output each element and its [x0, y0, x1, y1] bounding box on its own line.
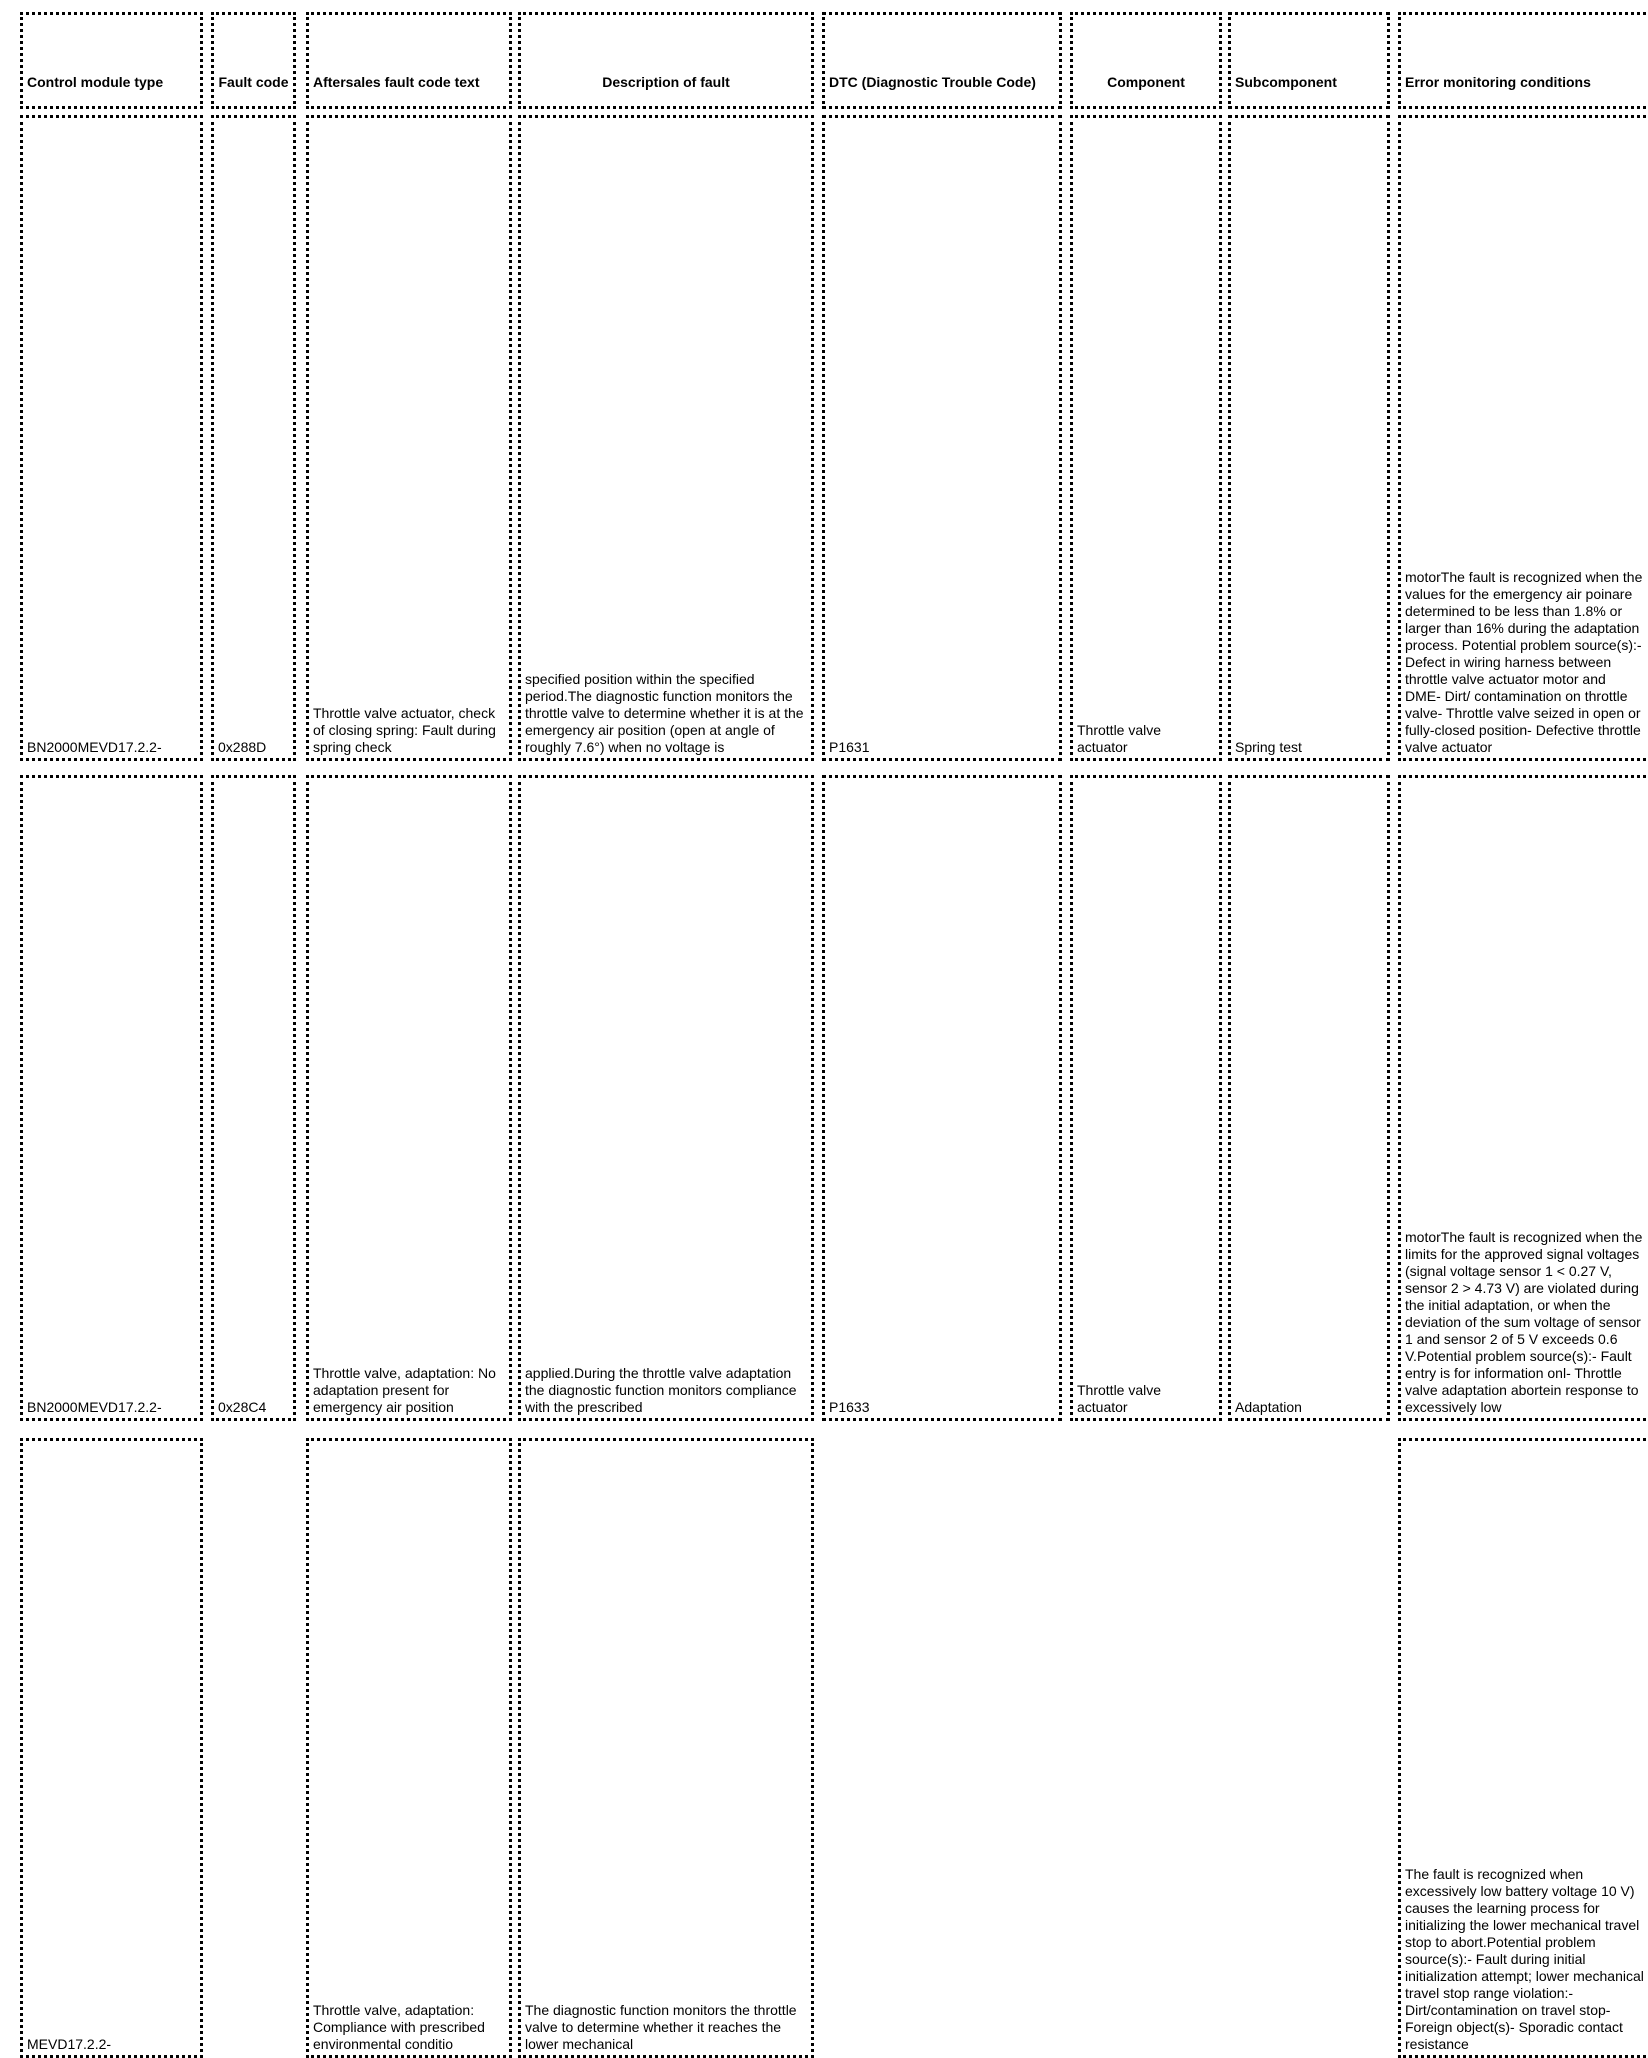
table-row-3-dtc [822, 1438, 1062, 2058]
table-row-2-dtc: P1633 [822, 775, 1062, 1421]
header-monitoring: Error monitoring conditions [1398, 12, 1648, 109]
header-aftersales: Aftersales fault code text [306, 12, 512, 109]
table-row-2-aftersales: Throttle valve, adaptation: No adaptation present for emergency air position [306, 775, 512, 1421]
table-row-3-module: MEVD17.2.2- [20, 1438, 203, 2058]
table-row-2-component: Throttle valve actuator [1070, 775, 1222, 1421]
table-row-1-monitoring: motorThe fault is recognized when the values for the emergency air poinare determined to be less than 1.8% or larger than 16% during the adaptation process. Potential problem source(s):- Defect in wiring harness between throttle valve actuator motor and DME- Dirt/ contamination on throttle valve- Throttle valve seized in open or fully-closed position- Defective throttle valve actuator [1398, 115, 1648, 761]
table-row-1-fault-code: 0x288D [211, 115, 296, 761]
header-component: Component [1070, 12, 1222, 109]
table-row-2-module: BN2000MEVD17.2.2- [20, 775, 203, 1421]
table-row-3-monitoring: The fault is recognized when excessively low battery voltage 10 V) causes the learning process for initializing the lower mechanical travel stop to abort.Potential problem source(s):- Fault during initial initialization attempt; lower mechanical travel stop range violation:- Dirt/contamination on travel stop- Foreign object(s)- Sporadic contact resistance [1398, 1438, 1648, 2058]
table-row-2-fault-code: 0x28C4 [211, 775, 296, 1421]
table-row-1-description: specified position within the specified period.The diagnostic function monitors the throttle valve to determine whether it is at the emergency air position (open at angle of roughly 7.6°) when no voltage is [518, 115, 814, 761]
table-row-2-description: applied.During the throttle valve adaptation the diagnostic function monitors compliance with the prescribed [518, 775, 814, 1421]
table-row-2-subcomponent: Adaptation [1228, 775, 1390, 1421]
table-row-1-aftersales: Throttle valve actuator, check of closing spring: Fault during spring check [306, 115, 512, 761]
header-module: Control module type [20, 12, 203, 109]
header-fault-code: Fault code [211, 12, 296, 109]
table-row-3-aftersales: Throttle valve, adaptation: Compliance with prescribed environmental conditio [306, 1438, 512, 2058]
header-subcomponent: Subcomponent [1228, 12, 1390, 109]
header-dtc: DTC (Diagnostic Trouble Code) [822, 12, 1062, 109]
table-row-1-dtc: P1631 [822, 115, 1062, 761]
table-row-3-subcomponent [1228, 1438, 1390, 2058]
table-row-1-module: BN2000MEVD17.2.2- [20, 115, 203, 761]
table-row-3-component [1070, 1438, 1222, 2058]
table-row-2-monitoring: motorThe fault is recognized when the limits for the approved signal voltages (signal voltage sensor 1 < 0.27 V, sensor 2 > 4.73 V) are violated during the initial adaptation, or when the deviation of the sum voltage of sensor 1 and sensor 2 of 5 V exceeds 0.6 V.Potential problem source(s):- Fault entry is for information onl- Throttle valve adaptation abortein response to excessively low [1398, 775, 1648, 1421]
table-row-3-description: The diagnostic function monitors the throttle valve to determine whether it reaches the lower mechanical [518, 1438, 814, 2058]
table-row-1-subcomponent: Spring test [1228, 115, 1390, 761]
table-row-1-component: Throttle valve actuator [1070, 115, 1222, 761]
table-row-3-fault-code [211, 1438, 296, 2058]
header-description: Description of fault [518, 12, 814, 109]
